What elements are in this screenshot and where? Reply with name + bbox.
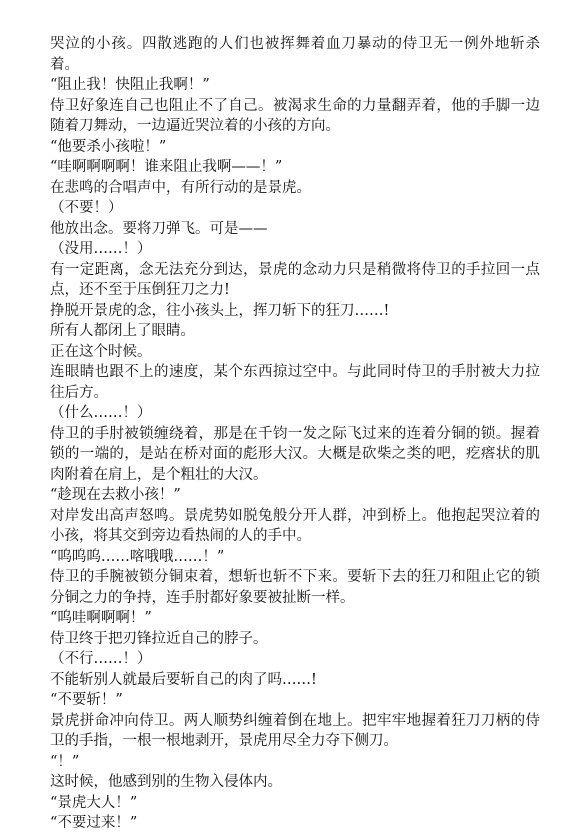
paragraph: 不能斩别人就最后要斩自己的肉了吗……! [50,671,317,688]
paragraph: 挣脱开景虎的念，往小孩头上，挥刀斩下的狂刀……! [50,302,390,319]
document-page [50,34,540,834]
paragraph: “趁现在去救小孩！” [50,487,181,503]
paragraph: 连眼睛也跟不上的速度，某个东西掠过空中。与此同时侍卫的手肘被大力拉往后方。 [50,364,540,401]
paragraph: 所有人都闭上了眼睛。 [50,323,195,339]
paragraph: 侍卫的手腕被锁分铜束着，想斩也斩不下来。要斩下去的狂刀和阻止它的锁分铜之力的争持，连手肘都好象要被扯断一样。 [50,569,540,606]
paragraph: “呜哇啊啊啊！” [50,610,152,626]
paragraph: 侍卫的手肘被锁缠绕着，那是在千钧一发之际飞过来的连着分铜的锁。握着锁的一端的，是站在桥对面的彪形大汉。大概是砍柴之类的吧，疙瘩状的肌肉附着在肩上，是个粗壮的大汉。 [50,425,540,483]
paragraph: （没用……！） [50,241,152,257]
paragraph: “景虎大人！” [50,794,138,811]
paragraph: 哭泣的小孩。四散逃跑的人们也被挥舞着血刀暴动的侍卫无一例外地斩杀着。 [50,36,540,73]
paragraph: 侍卫终于把刃锋拉近自己的脖子。 [50,630,268,647]
paragraph: 在悲鸣的合唱声中，有所行动的是景虎。 [50,179,311,196]
paragraph: 他放出念。要将刀弹飞。可是—— [50,220,268,237]
paragraph: “哇啊啊啊啊！谁来阻止我啊——！” [50,159,283,175]
paragraph: “不要斩！” [50,692,123,708]
paragraph: 有一定距离，念无法充分到达，景虎的念动力只是稍微将侍卫的手拉回一点点，还不至于压倒狂刀之力! [50,261,540,298]
paragraph: 对岸发出高声怒鸣。景虎势如脱兔般分开人群，冲到桥上。他抱起哭泣着的小孩，将其交到旁边看热闹的人的手中。 [50,507,540,544]
paragraph: （什么……！） [50,405,152,421]
paragraph: 侍卫好象连自己也阻止不了自己。被渴求生命的力量翻弄着，他的手脚一边随着刀舞动，一边逼近哭泣着的小孩的方向。 [50,97,540,134]
paragraph: “他要杀小孩啦！” [50,138,167,155]
paragraph: 正在这个时候。 [50,343,152,360]
paragraph: “呜呜呜……喀哦哦……！” [50,548,225,565]
paragraph: 景虎拼命冲向侍卫。两人顺势纠缠着倒在地上。把牢牢地握着狂刀刀柄的侍卫的手指，一根一根地剥开，景虎用尽全力夺下侧刀。 [50,712,540,749]
paragraph: （不要！） [50,200,123,216]
paragraph: “！” [50,753,80,770]
paragraph: （不行……！） [50,651,152,667]
paragraph: 这时候，他感到别的生物入侵体内。 [50,774,282,790]
paragraph: “不要过来！” [50,815,138,831]
paragraph: “阻止我！快阻止我啊！” [50,77,210,93]
